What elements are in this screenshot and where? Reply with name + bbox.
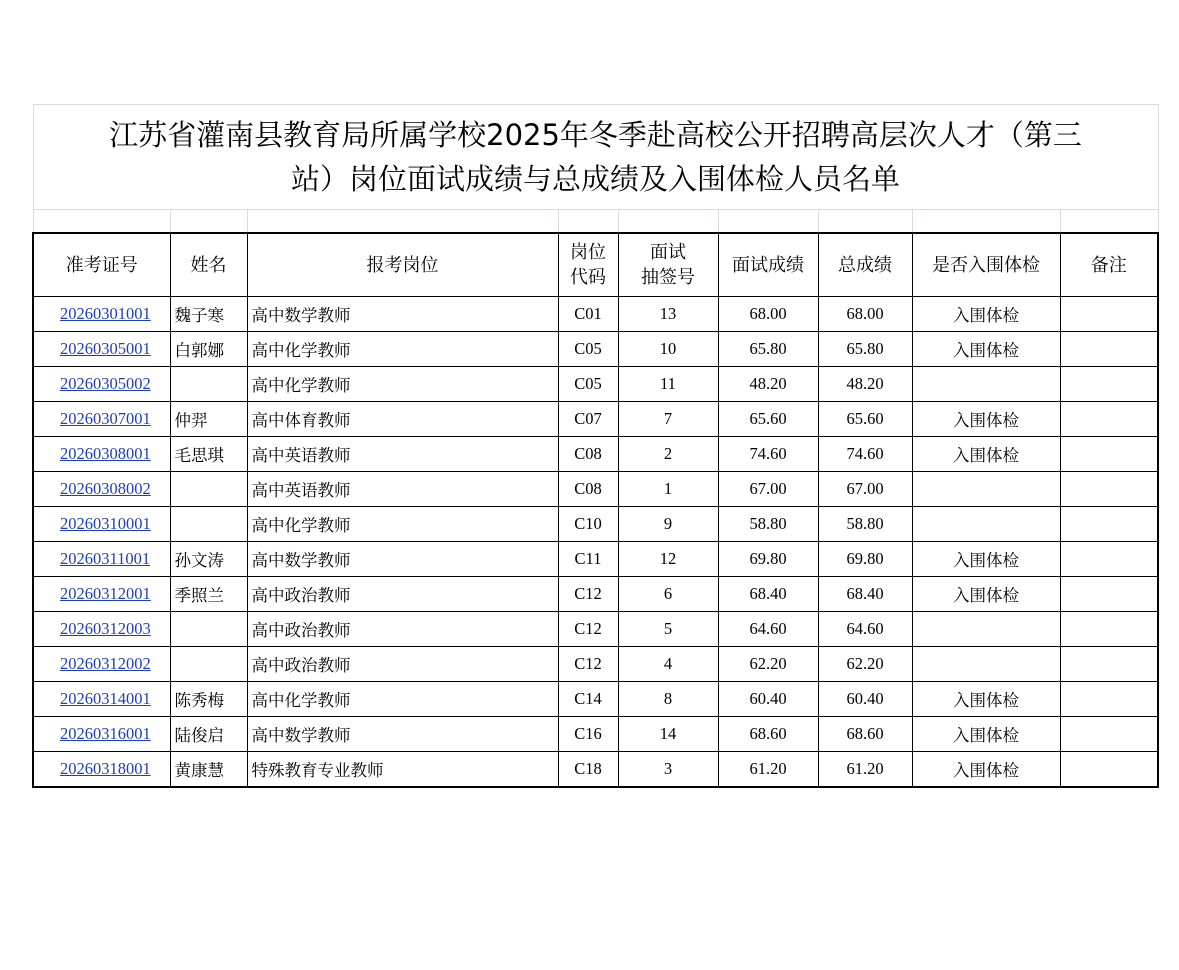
exam-no-cell (33, 367, 170, 402)
draw-number-cell: 8 (618, 682, 718, 717)
exam-no-link[interactable]: 20260316001 (60, 724, 151, 743)
position-code-cell: C11 (558, 542, 618, 577)
total-score-cell: 68.60 (818, 717, 912, 752)
shortlisted-cell (912, 647, 1060, 682)
position-cell: 高中政治教师 (247, 612, 558, 647)
header-position-code-line2: 代码 (570, 267, 606, 288)
position-cell: 高中英语教师 (247, 437, 558, 472)
table-row (33, 402, 1158, 437)
exam-no-cell (33, 297, 170, 332)
interview-score-cell: 68.40 (718, 577, 818, 612)
total-score-cell: 64.60 (818, 612, 912, 647)
interview-score-cell: 69.80 (718, 542, 818, 577)
shortlisted-cell (912, 367, 1060, 402)
exam-no-cell (33, 507, 170, 542)
draw-number-cell: 10 (618, 332, 718, 367)
remarks-cell (1060, 297, 1158, 332)
header-position-code-line1: 岗位 (570, 242, 606, 263)
name-cell: 孙文涛 (170, 542, 247, 577)
exam-no-link[interactable]: 20260305002 (60, 374, 151, 393)
exam-no-cell (33, 437, 170, 472)
shortlisted-cell: 入围体检 (912, 437, 1060, 472)
total-score-cell: 58.80 (818, 507, 912, 542)
draw-number-cell: 5 (618, 612, 718, 647)
position-code-cell: C18 (558, 752, 618, 788)
total-score-cell: 74.60 (818, 437, 912, 472)
remarks-cell (1060, 402, 1158, 437)
name-cell (170, 472, 247, 507)
header-draw-number (618, 233, 718, 297)
table-row (33, 472, 1158, 507)
total-score-cell: 61.20 (818, 752, 912, 788)
shortlisted-cell: 入围体检 (912, 297, 1060, 332)
header-interview-score: 面试成绩 (718, 233, 818, 297)
document-title (33, 105, 1158, 210)
exam-no-cell (33, 647, 170, 682)
draw-number-cell: 14 (618, 717, 718, 752)
shortlisted-cell: 入围体检 (912, 752, 1060, 788)
interview-score-cell: 62.20 (718, 647, 818, 682)
interview-score-cell: 60.40 (718, 682, 818, 717)
total-score-cell: 68.00 (818, 297, 912, 332)
position-cell: 高中体育教师 (247, 402, 558, 437)
draw-number-cell: 2 (618, 437, 718, 472)
exam-no-cell (33, 402, 170, 437)
position-code-cell: C08 (558, 437, 618, 472)
exam-no-cell (33, 542, 170, 577)
title-line-1: 江苏省灌南县教育局所属学校2025年冬季赴高校公开招聘高层次人才（第三 (109, 118, 1082, 152)
position-code-cell: C01 (558, 297, 618, 332)
interview-score-cell: 65.80 (718, 332, 818, 367)
header-shortlisted: 是否入围体检 (912, 233, 1060, 297)
exam-no-link[interactable]: 20260307001 (60, 409, 151, 428)
position-code-cell: C16 (558, 717, 618, 752)
title-line-2: 站）岗位面试成绩与总成绩及入围体检人员名单 (291, 162, 901, 196)
total-score-cell: 60.40 (818, 682, 912, 717)
table-row (33, 542, 1158, 577)
exam-no-link[interactable]: 20260310001 (60, 514, 151, 533)
total-score-cell: 65.60 (818, 402, 912, 437)
position-cell: 高中政治教师 (247, 647, 558, 682)
remarks-cell (1060, 682, 1158, 717)
header-draw-number-line1: 面试 (650, 242, 686, 263)
interview-score-cell: 74.60 (718, 437, 818, 472)
exam-no-link[interactable]: 20260311001 (60, 549, 151, 568)
draw-number-cell: 13 (618, 297, 718, 332)
name-cell: 陈秀梅 (170, 682, 247, 717)
header-remarks: 备注 (1060, 233, 1158, 297)
exam-no-cell (33, 332, 170, 367)
table-row (33, 752, 1158, 788)
position-code-cell: C10 (558, 507, 618, 542)
name-cell: 黄康慧 (170, 752, 247, 788)
shortlisted-cell (912, 472, 1060, 507)
interview-score-cell: 65.60 (718, 402, 818, 437)
position-code-cell: C05 (558, 367, 618, 402)
position-code-cell: C12 (558, 612, 618, 647)
shortlisted-cell: 入围体检 (912, 332, 1060, 367)
table-row (33, 717, 1158, 752)
header-total-score: 总成绩 (818, 233, 912, 297)
remarks-cell (1060, 507, 1158, 542)
interview-score-cell: 68.60 (718, 717, 818, 752)
exam-no-link[interactable]: 20260308002 (60, 479, 151, 498)
position-code-cell: C05 (558, 332, 618, 367)
exam-no-link[interactable]: 20260318001 (60, 759, 151, 778)
position-cell: 高中英语教师 (247, 472, 558, 507)
draw-number-cell: 7 (618, 402, 718, 437)
position-code-cell: C07 (558, 402, 618, 437)
position-code-cell: C12 (558, 647, 618, 682)
draw-number-cell: 3 (618, 752, 718, 788)
shortlisted-cell: 入围体检 (912, 577, 1060, 612)
remarks-cell (1060, 542, 1158, 577)
position-cell: 高中政治教师 (247, 577, 558, 612)
name-cell: 陆俊启 (170, 717, 247, 752)
position-cell: 高中化学教师 (247, 367, 558, 402)
total-score-cell: 62.20 (818, 647, 912, 682)
remarks-cell (1060, 437, 1158, 472)
exam-no-cell (33, 472, 170, 507)
position-cell: 高中化学教师 (247, 507, 558, 542)
exam-no-link[interactable]: 20260312002 (60, 654, 151, 673)
table-row (33, 297, 1158, 332)
shortlisted-cell (912, 507, 1060, 542)
exam-no-link[interactable]: 20260314001 (60, 689, 151, 708)
position-code-cell: C08 (558, 472, 618, 507)
header-draw-number-line2: 抽签号 (641, 267, 695, 288)
total-score-cell: 48.20 (818, 367, 912, 402)
results-table (32, 104, 1159, 788)
interview-score-cell: 68.00 (718, 297, 818, 332)
position-cell: 高中化学教师 (247, 682, 558, 717)
draw-number-cell: 11 (618, 367, 718, 402)
name-cell (170, 507, 247, 542)
table-row (33, 612, 1158, 647)
exam-no-cell (33, 612, 170, 647)
remarks-cell (1060, 612, 1158, 647)
name-cell: 季照兰 (170, 577, 247, 612)
interview-score-cell: 58.80 (718, 507, 818, 542)
header-position: 报考岗位 (247, 233, 558, 297)
remarks-cell (1060, 752, 1158, 788)
interview-score-cell: 64.60 (718, 612, 818, 647)
draw-number-cell: 12 (618, 542, 718, 577)
name-cell: 仲羿 (170, 402, 247, 437)
exam-no-link[interactable]: 20260312003 (60, 619, 151, 638)
title-row (33, 105, 1158, 210)
shortlisted-cell: 入围体检 (912, 402, 1060, 437)
name-cell (170, 367, 247, 402)
draw-number-cell: 9 (618, 507, 718, 542)
exam-no-link[interactable]: 20260308001 (60, 444, 151, 463)
header-name: 姓名 (170, 233, 247, 297)
shortlisted-cell (912, 612, 1060, 647)
total-score-cell: 68.40 (818, 577, 912, 612)
position-cell: 高中化学教师 (247, 332, 558, 367)
name-cell: 毛思琪 (170, 437, 247, 472)
interview-score-cell: 67.00 (718, 472, 818, 507)
draw-number-cell: 1 (618, 472, 718, 507)
remarks-cell (1060, 717, 1158, 752)
remarks-cell (1060, 367, 1158, 402)
position-code-cell: C12 (558, 577, 618, 612)
interview-score-cell: 48.20 (718, 367, 818, 402)
table-row (33, 437, 1158, 472)
exam-no-cell (33, 577, 170, 612)
remarks-cell (1060, 577, 1158, 612)
interview-score-cell: 61.20 (718, 752, 818, 788)
exam-no-link[interactable]: 20260312001 (60, 584, 151, 603)
shortlisted-cell: 入围体检 (912, 717, 1060, 752)
remarks-cell (1060, 647, 1158, 682)
exam-no-cell (33, 717, 170, 752)
position-cell: 高中数学教师 (247, 717, 558, 752)
exam-no-cell (33, 752, 170, 788)
name-cell: 魏子寒 (170, 297, 247, 332)
shortlisted-cell: 入围体检 (912, 542, 1060, 577)
header-row (33, 233, 1158, 297)
position-code-cell: C14 (558, 682, 618, 717)
name-cell (170, 647, 247, 682)
name-cell: 白郭娜 (170, 332, 247, 367)
results-sheet (32, 104, 1157, 788)
exam-no-cell (33, 682, 170, 717)
table-row (33, 682, 1158, 717)
table-row (33, 367, 1158, 402)
table-row (33, 647, 1158, 682)
table-row (33, 577, 1158, 612)
position-cell: 高中数学教师 (247, 297, 558, 332)
spacer-row (33, 210, 1158, 234)
total-score-cell: 67.00 (818, 472, 912, 507)
header-position-code (558, 233, 618, 297)
exam-no-link[interactable]: 20260305001 (60, 339, 151, 358)
position-cell: 高中数学教师 (247, 542, 558, 577)
exam-no-link[interactable]: 20260301001 (60, 304, 151, 323)
total-score-cell: 65.80 (818, 332, 912, 367)
position-cell: 特殊教育专业教师 (247, 752, 558, 788)
remarks-cell (1060, 332, 1158, 367)
table-row (33, 507, 1158, 542)
table-row (33, 332, 1158, 367)
header-exam-no: 准考证号 (33, 233, 170, 297)
draw-number-cell: 6 (618, 577, 718, 612)
draw-number-cell: 4 (618, 647, 718, 682)
remarks-cell (1060, 472, 1158, 507)
total-score-cell: 69.80 (818, 542, 912, 577)
shortlisted-cell: 入围体检 (912, 682, 1060, 717)
name-cell (170, 612, 247, 647)
